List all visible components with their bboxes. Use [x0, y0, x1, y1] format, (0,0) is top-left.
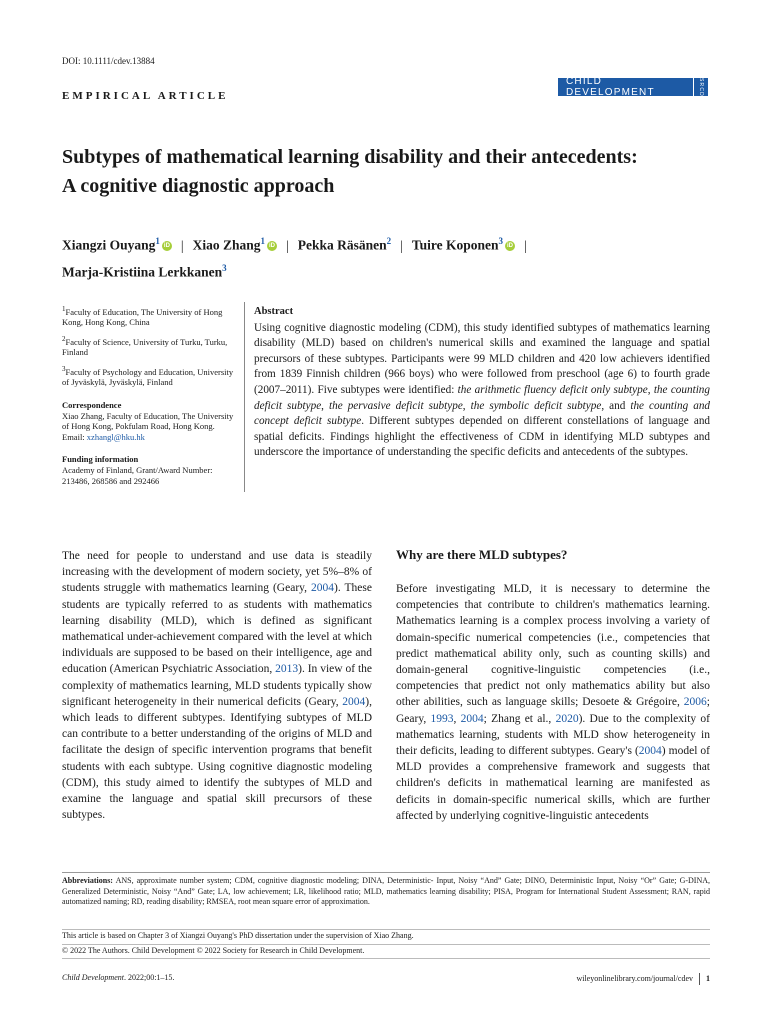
- dissertation-note: This article is based on Chapter 3 of Xiangzi Ouyang's PhD dissertation under the supervision of Xiao Zhang.: [62, 931, 414, 940]
- author-name[interactable]: Tuire Koponen: [411, 237, 499, 253]
- article-sidebar: [62, 304, 240, 492]
- author-name[interactable]: Xiangzi Ouyang: [62, 237, 156, 253]
- footnote-rule: [62, 929, 710, 930]
- body-column-right: Before investigating MLD, it is necessary to determine the competencies that contribute to children's mathematics learning. Mathematics learning is a complex process involving a variety of domain-specific numerical competencies (i.e., competencies that predict mathematical ability only, such as counting skills) and domain-general cognitive-linguistic competencies (i.e., competencies that predict not only mathematics ability but also other abilities, such as language skills; Desoete & Grégoire, 2006; Geary, 1993, 2004; Zhang et al., 2020). Due to the complexity of mathematics learning, students with MLD show heterogeneity in their deficits, leading to different subtypes. Geary's (2004) model of MLD provides a comprehensive framework and suggests that children's deficits in mathematical learning are manifested as deficits in domain-specific numerical skills, which are further affected by underlying cognitive-linguistic antecedents: [396, 583, 710, 822]
- srcd-logo: SRCD: [693, 78, 708, 96]
- divider: [699, 973, 700, 985]
- journal-badge: [558, 78, 708, 96]
- footnotes: [62, 876, 710, 908]
- correspondence-heading: Correspondence: [62, 400, 122, 411]
- orcid-icon[interactable]: iD: [163, 243, 170, 250]
- article-type: EMPIRICAL ARTICLE: [62, 90, 229, 102]
- citation-link[interactable]: 2013: [275, 663, 299, 676]
- page-footer: [62, 973, 710, 982]
- author-name[interactable]: Marja-Kristiina Lerkkanen: [62, 264, 223, 279]
- affiliation: $^1$Faculty of Education, The University of Hong Kong, Hong Kong, China: [62, 305, 223, 328]
- author-name[interactable]: Pekka Räsänen: [297, 237, 387, 253]
- citation-link[interactable]: 2004: [342, 695, 366, 708]
- doi: DOI: 10.1111/cdev.13884: [62, 56, 155, 66]
- page-number: 1: [706, 973, 710, 983]
- abbreviations: Abbreviations: ANS, approximate number system; CDM, cognitive diagnostic modeling; DINA, Deterministic- Input, Noisy “And” Gate; DINO, Deterministic Input, Noisy “Or” Gate; G-DINA, Generalized Deterministic, Noisy “And” Gate; LA, low achievement; LR, likelihood ratio; MLD, mathematics learning disability; PISA, Program for International Student Assessment; RAN, rapid automatized naming; RD, reading disability; RMSEA, root mean square error of approximation.: [62, 876, 710, 906]
- citation-link[interactable]: 2004: [460, 712, 484, 725]
- journal-name: CHILD DEVELOPMENT: [566, 76, 655, 98]
- citation-link[interactable]: 2020: [555, 712, 579, 725]
- funding: Academy of Finland, Grant/Award Number: 213486, 268586 and 292466: [62, 465, 213, 486]
- article-title: Subtypes of mathematical learning disability and their antecedents: A cognitive diagnostic approach: [62, 146, 638, 197]
- affiliation: $^2$Faculty of Science, University of Turku, Turku, Finland: [62, 335, 228, 358]
- abstract: [254, 304, 710, 461]
- author-list: Xiangzi Ouyang$^1$iD | Xiao Zhang$^1$iD | Pekka Räsänen$^2$ | Tuire Koponen$^3$iD | Marja-Kristiina Lerkkanen$^3$: [62, 236, 527, 279]
- citation: . 2022;00:1–15.: [123, 973, 175, 982]
- email-link[interactable]: xzhangl@hku.hk: [86, 431, 145, 442]
- citation-link[interactable]: 2006: [683, 696, 707, 709]
- funding-heading: Funding information: [62, 454, 139, 465]
- citation-link[interactable]: 2004: [311, 582, 335, 595]
- copyright: © 2022 The Authors. Child Development © 2022 Society for Research in Child Development.: [62, 946, 365, 955]
- citation-link[interactable]: 2004: [638, 745, 662, 758]
- orcid-icon[interactable]: iD: [506, 243, 513, 250]
- affiliation: $^3$Faculty of Psychology and Education, University of Jyväskylä, Jyväskylä, Finland: [62, 365, 234, 388]
- abstract-heading: Abstract: [254, 306, 294, 317]
- orcid-icon[interactable]: iD: [269, 243, 276, 250]
- section-heading: Why are there MLD subtypes?: [396, 547, 568, 562]
- journal-citation-name: Child Development: [62, 973, 124, 982]
- footnote-rule: [62, 872, 710, 873]
- abstract-text: Using cognitive diagnostic modeling (CDM), this study identified subtypes of mathematics learning disability (MLD) based on children's numerical skills and examined the language and spatial precursors of these subtypes. Participants were 99 MLD children and 420 low achievers identified from 1839 Finnish children (966 boys) who were followed from preschool (age 6) to fourth grade (2007–2011). Five subtypes were identified: the arithmetic fluency deficit only subtype, the counting deficit subtype, the pervasive deficit subtype, the symbolic deficit subtype, and the counting and concept deficit subtype. Different subtypes depended on different constellations of language and spatial deficits. Findings highlight the effectiveness of CDM in identifying MLD subtypes and underscore the importance of understanding the specific deficits and antecedents of the subtypes.: [254, 321, 711, 459]
- author-name[interactable]: Xiao Zhang: [192, 237, 261, 253]
- citation-link[interactable]: 1993: [430, 712, 454, 725]
- correspondence: Xiao Zhang, Faculty of Education, The University of Hong Kong, Pokfulam Road, Hong Kong. Email: xzhangl@hku.hk: [62, 410, 234, 442]
- footnote-rule: [62, 958, 710, 959]
- divider: [244, 302, 245, 492]
- body-column-left: The need for people to understand and use data is steadily increasing with the development of modern society, yet 5%–8% of students struggle with mathematics learning (Geary, 2004). These students are typically referred to as students with mathematics learning disability (MLD), which is defined as significant mathematical under-achievement compared with the level at which individuals are supposed to be based on their intelligence, age and education (American Psychiatric Association, 2013). In view of the complexity of mathematics learning, MLD students typically show significant heterogeneity in their numerical deficits (Geary, 2004), which leads to different subtypes. Identifying subtypes of MLD can contribute to a better understanding of the origins of MLD and facilitate the design of specific intervention programs that benefit students with each subtype. Using cognitive diagnostic modeling (CDM), this study aimed to identify the subtypes of MLD and examine the language and spatial skill precursors of these subtypes.: [62, 550, 372, 822]
- journal-url[interactable]: wileyonlinelibrary.com/journal/cdev: [576, 973, 693, 983]
- footnote-rule: [62, 944, 710, 945]
